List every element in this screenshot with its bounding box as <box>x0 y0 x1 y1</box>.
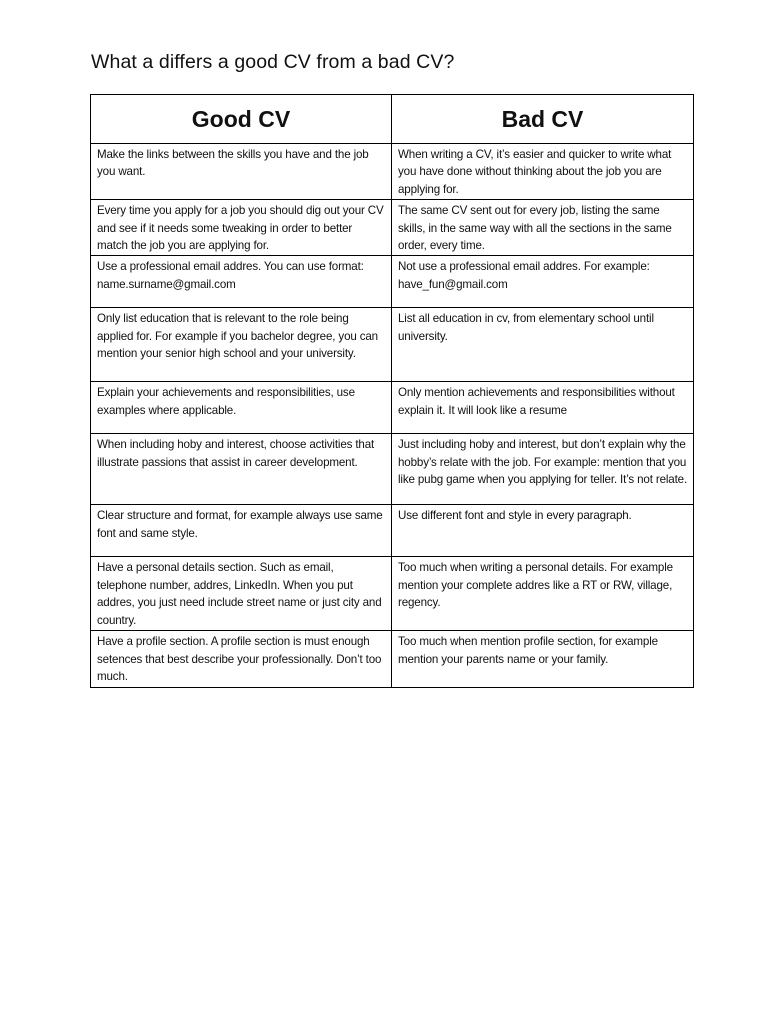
good-cv-cell: Have a profile section. A profile section is must enough setences that best describe your professionally. Don’t too much. <box>91 631 392 687</box>
good-cv-cell: Explain your achievements and responsibilities, use examples where applicable. <box>91 382 392 434</box>
good-cv-cell: When including hoby and interest, choose activities that illustrate passions that assist in career development. <box>91 434 392 505</box>
bad-cv-cell: Too much when mention profile section, for example mention your parents name or your family. <box>392 631 694 687</box>
table-row <box>91 434 694 505</box>
table-header-row <box>91 95 694 144</box>
bad-cv-cell: List all education in cv, from elementary school until university. <box>392 308 694 382</box>
table-row <box>91 557 694 631</box>
table-row <box>91 505 694 557</box>
bad-cv-cell: Just including hoby and interest, but don’t explain why the hobby’s relate with the job. For example: mention that you like pubg game when you applying for teller. It’s not relate. <box>392 434 694 505</box>
table-row <box>91 200 694 256</box>
page-title: What a differs a good CV from a bad CV? <box>91 51 455 73</box>
bad-cv-cell: The same CV sent out for every job, listing the same skills, in the same way with all the sections in the same order, every time. <box>392 200 694 256</box>
bad-cv-cell: When writing a CV, it’s easier and quicker to write what you have done without thinking about the job you are applying for. <box>392 144 694 200</box>
good-cv-cell: Every time you apply for a job you should dig out your CV and see if it needs some tweaking in order to better match the job you are applying for. <box>91 200 392 256</box>
table-row <box>91 382 694 434</box>
good-cv-cell: Have a personal details section. Such as email, telephone number, addres, LinkedIn. When you put addres, you just need include street name or just city and country. <box>91 557 392 631</box>
good-cv-cell: Use a professional email addres. You can use format: name.surname@gmail.com <box>91 256 392 308</box>
table-row <box>91 631 694 687</box>
good-cv-header: Good CV <box>91 95 392 144</box>
good-cv-cell: Make the links between the skills you have and the job you want. <box>91 144 392 200</box>
cv-comparison-table <box>90 94 694 688</box>
bad-cv-cell: Use different font and style in every paragraph. <box>392 505 694 557</box>
bad-cv-cell: Not use a professional email addres. For example: have_fun@gmail.com <box>392 256 694 308</box>
bad-cv-header: Bad CV <box>392 95 694 144</box>
table-row <box>91 256 694 308</box>
bad-cv-cell: Only mention achievements and responsibilities without explain it. It will look like a resume <box>392 382 694 434</box>
bad-cv-cell: Too much when writing a personal details. For example mention your complete addres like a RT or RW, village, regency. <box>392 557 694 631</box>
good-cv-cell: Only list education that is relevant to the role being applied for. For example if you bachelor degree, you can mention your senior high school and your university. <box>91 308 392 382</box>
good-cv-cell: Clear structure and format, for example always use same font and same style. <box>91 505 392 557</box>
table-row <box>91 144 694 200</box>
table-row <box>91 308 694 382</box>
